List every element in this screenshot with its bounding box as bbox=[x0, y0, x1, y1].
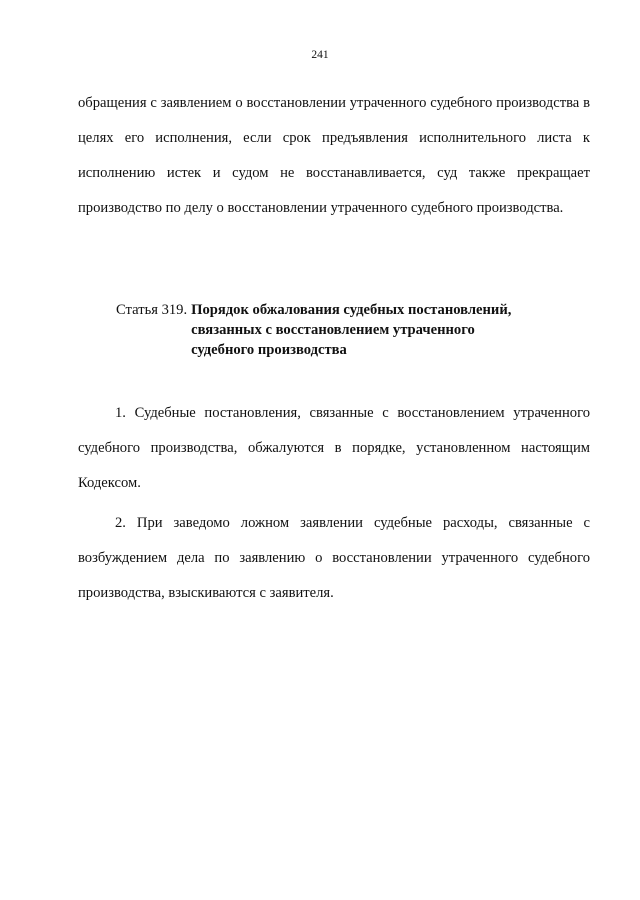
article-label: Статья 319. bbox=[116, 302, 188, 318]
article-heading bbox=[116, 300, 511, 360]
page-number: 241 bbox=[311, 49, 329, 61]
article-paragraph-1: 1. Судебные постановления, связанные с восстановлением утраченного судебного производства, обжалуются в порядке, установленном настоящим Кодексом. bbox=[78, 405, 590, 491]
article-title bbox=[191, 300, 511, 360]
article-title-line: Порядок обжалования судебных постановлений, bbox=[191, 302, 512, 318]
continuation-paragraph: обращения с заявлением о восстановлении утраченного судебного производства в целях его исполнения, если срок предъявления исполнительного листа к исполнению истек и судом не восстанавливается, суд также прекращает производство по делу о восстановлении утраченного судебного производства. bbox=[78, 95, 590, 216]
article-paragraph-2: 2. При заведомо ложном заявлении судебные расходы, связанные с возбуждением дела по заявлению о восстановлении утраченного судебного производства, взыскиваются с заявителя. bbox=[78, 515, 590, 601]
article-title-line: судебного производства bbox=[191, 342, 347, 358]
article-title-line: связанных с восстановлением утраченного bbox=[191, 322, 475, 338]
